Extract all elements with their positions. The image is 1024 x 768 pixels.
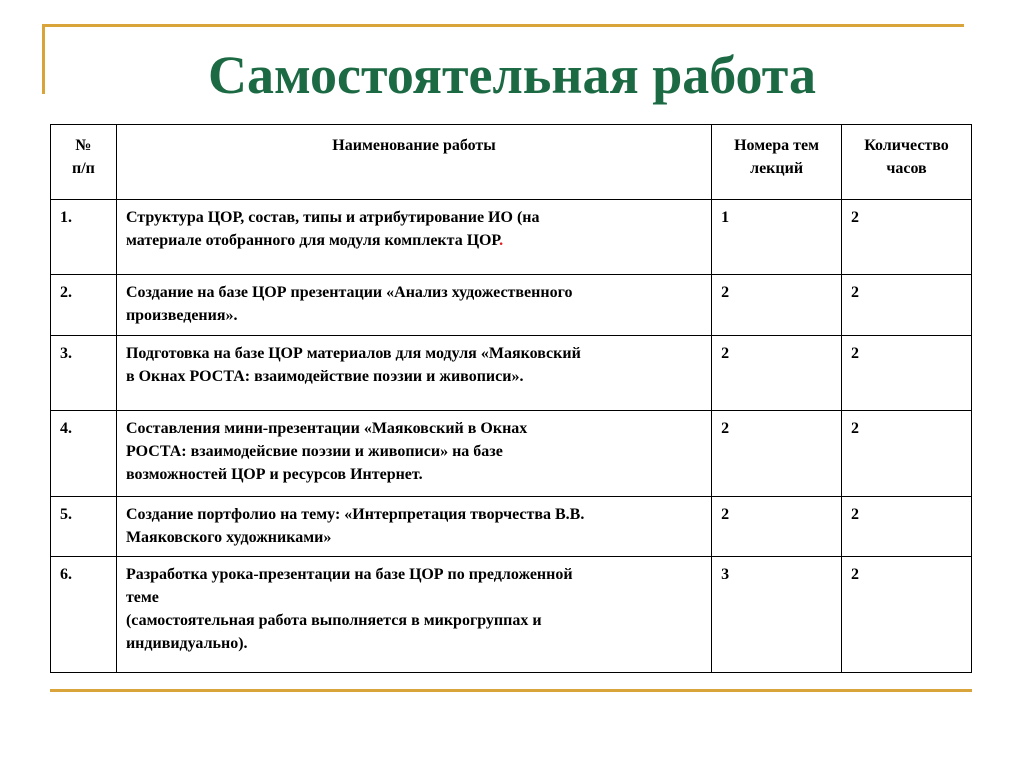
header-hours [842,125,972,200]
table-row [51,557,972,673]
header-num-line-2: п/п [72,160,95,177]
row-lectures: 2 [712,336,842,411]
row-num: 1. [51,200,117,275]
row-lectures: 2 [712,411,842,497]
row-title [116,200,711,275]
header-hours-line-1: Количество [864,137,949,154]
frame-top-line [42,24,964,27]
table-row [51,200,972,275]
row-title-line: РОСТА: взаимодейсвие поэзии и живописи» на базе [125,443,503,460]
row-title-line: в Окнах РОСТА: взаимодействие поэзии и живописи». [125,368,524,385]
table-header-row [51,125,972,200]
row-hours: 2 [842,336,972,411]
table-row [51,411,972,497]
header-hours-line-2: часов [886,160,927,177]
row-lectures: 3 [712,557,842,673]
slide-title: Самостоятельная работа [207,45,816,105]
row-title-line: произведения». [125,307,238,324]
header-num [51,125,117,200]
row-hours: 2 [842,557,972,673]
row-num: 2. [51,275,117,336]
row-title [116,497,711,557]
row-title-line: Разработка урока-презентации на базе ЦОР по предложенной [125,566,573,583]
row-lectures: 2 [712,497,842,557]
works-table [50,124,972,673]
row-title-line: Создание портфолио на тему: «Интерпретация творчества В.В. [125,506,585,523]
row-num: 4. [51,411,117,497]
row-title-line: Составления мини-презентации «Маяковский в Окнах [125,420,528,437]
row-title-line-wrap [126,229,702,252]
row-title [116,557,711,673]
row-title-line: Создание на базе ЦОР презентации «Анализ художественного [125,284,573,301]
row-title [116,411,711,497]
table-row [51,275,972,336]
row-title-line: Структура ЦОР, состав, типы и атрибутирование ИО (на [125,209,540,226]
header-name [116,125,711,200]
row-hours: 2 [842,497,972,557]
row-title-line: возможностей ЦОР и ресурсов Интернет. [125,466,423,483]
row-title-accent: . [499,232,504,249]
row-lectures: 1 [712,200,842,275]
table-row [51,336,972,411]
row-hours: 2 [842,411,972,497]
table-row [51,497,972,557]
row-title-line: Подготовка на базе ЦОР материалов для модуля «Маяковский [125,345,581,362]
row-hours: 2 [842,200,972,275]
row-title-line: материале отобранного для модуля комплекта ЦОР [125,232,500,249]
row-title [116,275,711,336]
row-lectures: 2 [712,275,842,336]
header-lectures [712,125,842,200]
header-name-text: Наименование работы [332,137,496,154]
row-num: 6. [51,557,117,673]
header-lectures-line-2: лекций [750,160,804,177]
header-num-line-1: № [75,137,92,154]
row-hours: 2 [842,275,972,336]
row-title-line: теме [125,589,159,606]
row-title [116,336,711,411]
row-title-line: индивидуально). [125,635,248,652]
row-num: 5. [51,497,117,557]
header-lectures-line-1: Номера тем [734,137,820,154]
frame-bottom-line [50,689,972,692]
row-num: 3. [51,336,117,411]
row-title-line: Маяковского художниками» [125,529,332,546]
row-title-line: (самостоятельная работа выполняется в микрогруппах и [125,612,542,629]
